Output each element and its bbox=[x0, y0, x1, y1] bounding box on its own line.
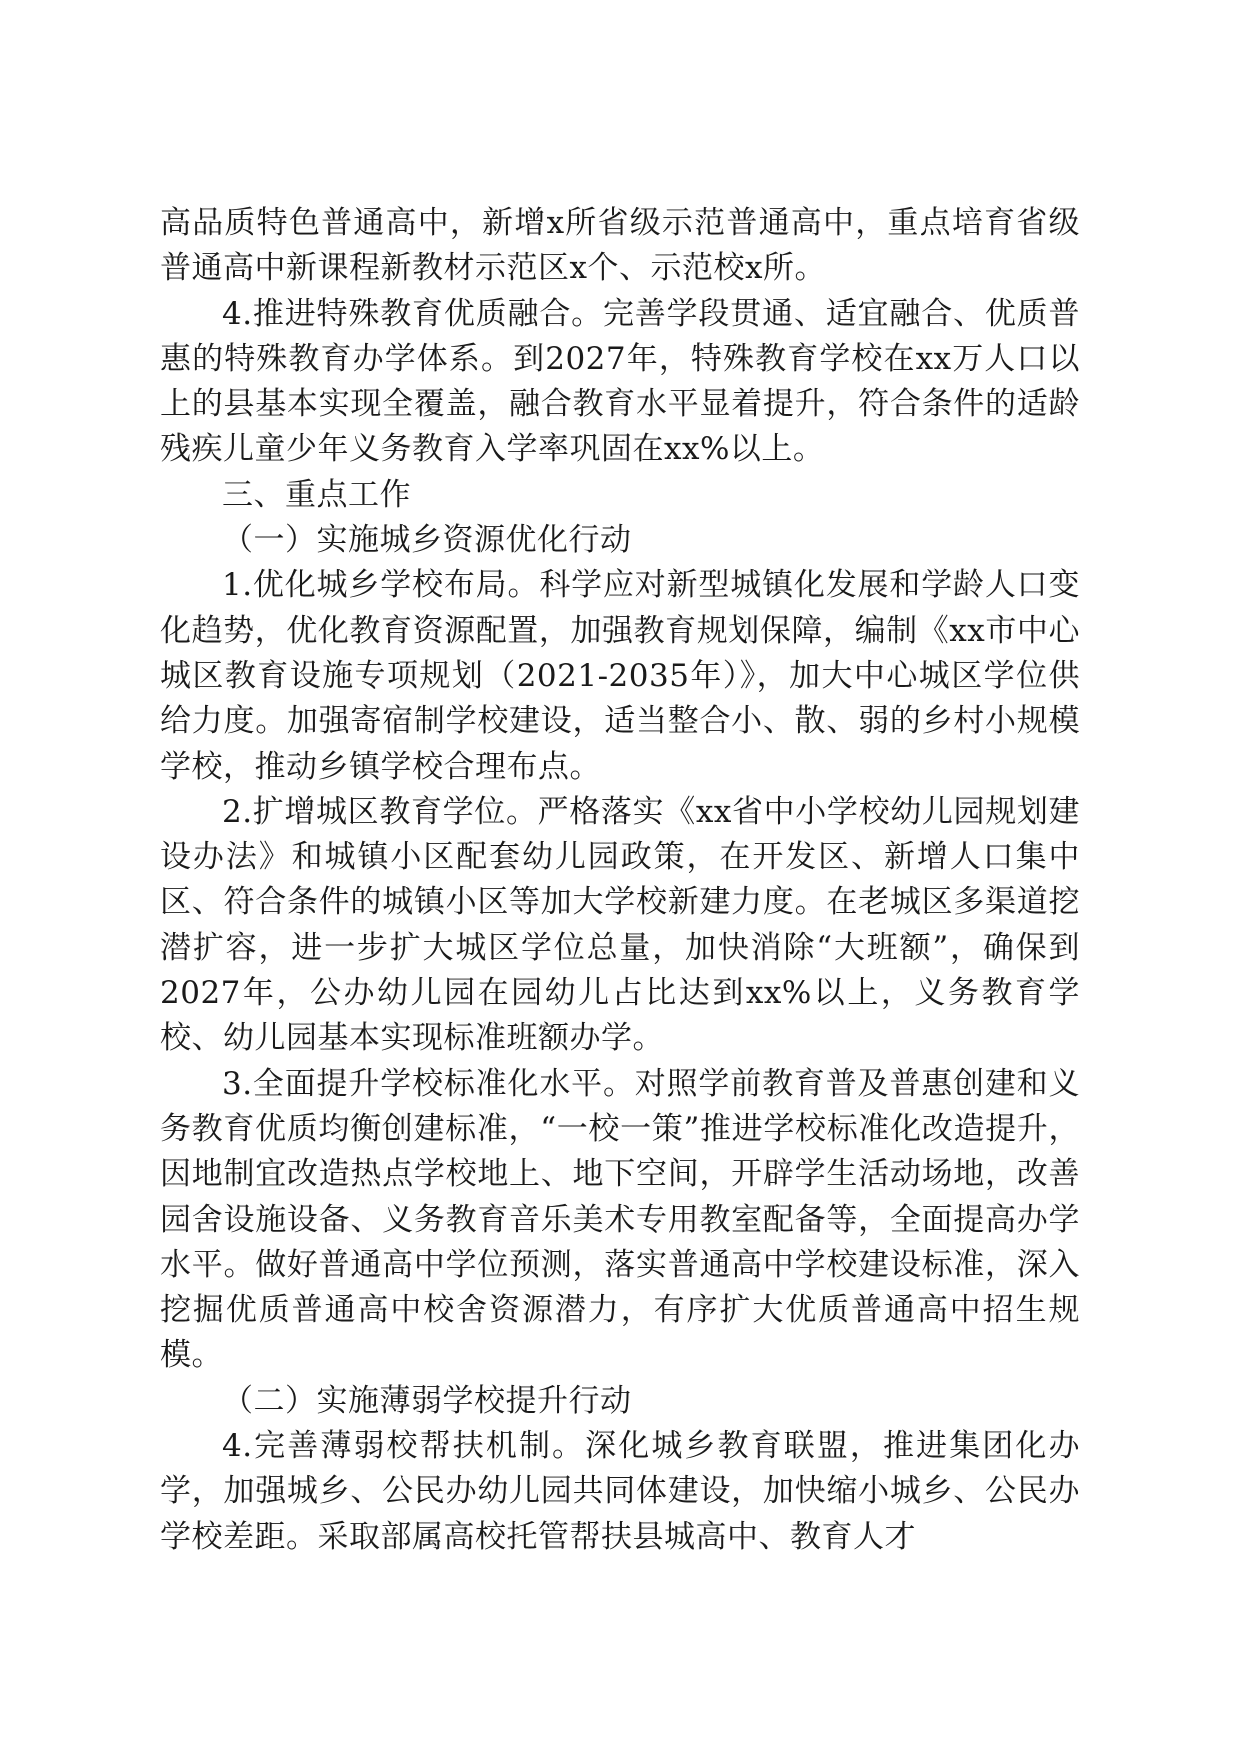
subsection-title-weak-school: （二）实施薄弱学校提升行动 bbox=[222, 1382, 632, 1419]
paragraph-item-1: 1.优化城乡学校布局。科学应对新型城镇化发展和学龄人口变化趋势，优化教育资源配置，加强教育规划保障，编制《xx市中心城区教育设施专项规划（2021-2035年）》，加大中心城区学位供给力度。加强寄宿制学校建设，适当整合小、散、弱的乡村小规模学校，推动乡镇学校合理布点。 bbox=[160, 567, 1080, 785]
paragraph-item-2: 2.扩增城区教育学位。严格落实《xx省中小学校幼儿园规划建设办法》和城镇小区配套幼儿园政策，在开发区、新增人口集中区、符合条件的城镇小区等加大学校新建力度。在老城区多渠道挖潜扩容，进一步扩大城区学位总量，加快消除“大班额”，确保到2027年，公办幼儿园在园幼儿占比达到xx%以上，义务教育学校、幼儿园基本实现标准班额办学。 bbox=[160, 793, 1080, 1057]
paragraph-continuation: 高品质特色普通高中，新增x所省级示范普通高中，重点培育省级普通高中新课程新教材示范区x个、示范校x所。 bbox=[160, 205, 1080, 287]
paragraph-item-4: 4.完善薄弱校帮扶机制。深化城乡教育联盟，推进集团化办学，加强城乡、公民办幼儿园共同体建设，加快缩小城乡、公民办学校差距。采取部属高校托管帮扶县城高中、教育人才 bbox=[160, 1428, 1080, 1555]
paragraph-item-3: 3.全面提升学校标准化水平。对照学前教育普及普惠创建和义务教育优质均衡创建标准，“一校一策”推进学校标准化改造提升，因地制宜改造热点学校地上、地下空间，开辟学生活动场地，改善园舍设施设备、义务教育音乐美术专用教室配备等，全面提高办学水平。做好普通高中学位预测，落实普通高中学校建设标准，深入挖掘优质普通高中校舍资源潜力，有序扩大优质普通高中招生规模。 bbox=[160, 1065, 1080, 1374]
paragraph-special-education: 4.推进特殊教育优质融合。完善学段贯通、适宜融合、优质普惠的特殊教育办学体系。到2027年，特殊教育学校在xx万人口以上的县基本实现全覆盖，融合教育水平显着提升，符合条件的适龄残疾儿童少年义务教育入学率巩固在xx%以上。 bbox=[160, 295, 1080, 468]
subsection-title-resource-optimization: （一）实施城乡资源优化行动 bbox=[222, 522, 632, 559]
section-title-key-work: 三、重点工作 bbox=[222, 476, 411, 513]
document-page bbox=[160, 201, 1080, 1560]
